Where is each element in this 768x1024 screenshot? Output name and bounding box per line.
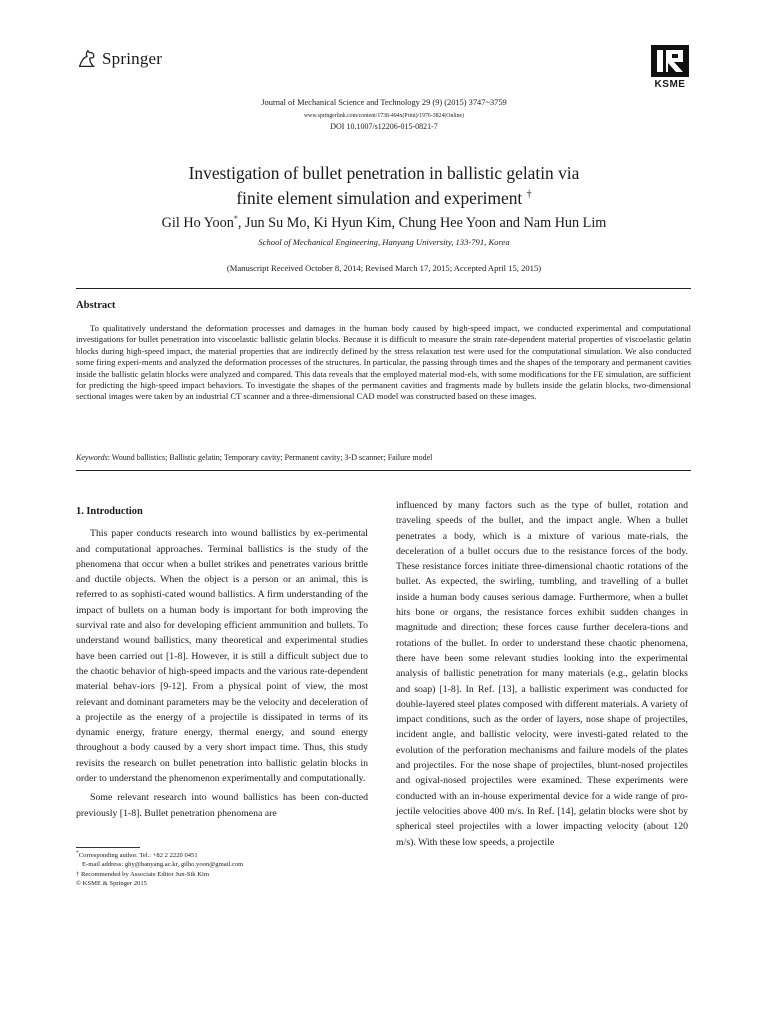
footnote-email[interactable]: E-mail address: ghy@hanyang.ac.kr, gilho.yoon@gmail.com [82,861,244,869]
ksme-label: KSME [654,79,686,90]
paragraph: Some relevant research into wound ballistics has been con-ducted previously [1-8]. Bullet penetration phenomena are [76,792,368,819]
footnote-mark: † [76,870,80,878]
publisher-logo [76,48,162,70]
paper-title [0,162,768,209]
paragraph: influenced by many factors such as the type of bullet, rotation and traveling speeds of the bullet, and the impact angle. When a bullet penetrates a body, which is a mixture of various mate-rials, the deceleration of a bullet occurs due to the resistance forces of the body. These resistance forces initiate three-dimensional chaotic rotations of the bullet. As expected, the swirling, tumbling, and travelling of a bullet inside a human body causes serious damage. Furthermore, when a bullet hits bone or organs, the resistance forces exhibit sudden changes in magnitude and direction; these forces cause further decelera-tions and rotations of the bullet. In order to understand these chaotic phenomena, there have been some relevant studies looking into the experimental analysis of ballistic penetration for many materials (e.g., gelatin blocks and soap) [1-8]. In Ref. [13], a ballistic experiment was conducted for double-layered steel plates composed with different materials. A variety of impact conditions, such as the order of layers, nose shape of projectiles, incident angle, and ballistic velocity, were investi-gated related to the evolution of the perforation mechanisms and failure models of the plates and projectiles. For the nose shape of projectiles, blunt-nosed projectiles and ogival-nosed projectiles were examined. These experiments were conducted with an in-house experimental device for a wide range of pro-jectile velocities above 400 m/s. In Ref. [14], gelatin blocks were shot by spherical steel projectiles with a lower impacting velocity (about 120 m/s). With these low speeds, a projectile [396,500,688,848]
footnote-recommended: Recommended by Associate Editor Jun-Sik Kim [79,870,209,878]
affiliation: School of Mechanical Engineering, Hanyang University, 133-791, Korea [258,237,510,247]
footnote-copyright: © KSME & Springer 2015 [76,879,147,887]
footnote-corresponding: Corresponding author. Tel.: +82 2 2220 0451 [78,852,198,860]
keywords-list: : Wound ballistics; Ballistic gelatin; Temporary cavity; Permanent cavity; 3-D scanner; Failure model [107,453,433,462]
publisher-name: Springer [102,49,163,68]
footnotes [76,849,243,888]
divider-top [76,288,691,289]
authors [0,214,768,232]
doi[interactable]: DOI 10.1007/s12206-015-0821-7 [330,122,438,131]
author-first: Gil Ho Yoon [161,215,234,231]
title-footnote-mark: † [526,189,532,200]
ksme-emblem-icon [650,44,690,78]
keywords [76,453,432,462]
abstract-text: To qualitatively understand the deformation processes and damages in the human body caused by high-speed impact, we conducted experimental and computational investigations for bullet penetration into viscoelastic ballistic gelatin blocks. Because it is difficult to measure the strain rate-dependent material properties of viscoelastic gelatin blocks during high-speed impact, the material properties that are indirectly defined by the stress relaxation test were used for the computational simulation. We also conducted some firing experi-ments and analyzed the deformation processes of the structures. In particular, the passing through times and the shapes of the temporary and permanent cavities inside the ballistic gelatin blocks were analyzed and compared. This data reveals that the employed material mod-els, with some modifications for the FE simulation, are sufficient for predicting the high-speed impact behaviors. To investigate the shapes of the permanent cavities and fragments made by bullets inside the gelatin blocks, two-dimensional sectional images were taken by an industrial CT scanner and a three-dimensional CAD model was constructed based on these images. [76,323,691,402]
body-column-left [76,504,368,821]
corresponding-mark: * [233,214,238,223]
springer-horse-icon [76,48,98,70]
divider-bottom [76,470,691,471]
title-line-2: finite element simulation and experiment [236,188,523,208]
journal-citation: Journal of Mechanical Science and Technology 29 (9) (2015) 3747~3759 [261,98,507,107]
ksme-logo [650,44,690,90]
section-heading: 1. Introduction [76,506,143,517]
journal-weblink[interactable]: www.springerlink.com/content/1738-494x(Print)/1976-3824(Online) [304,113,464,119]
manuscript-dates: (Manuscript Received October 8, 2014; Revised March 17, 2015; Accepted April 15, 2015) [226,263,542,273]
abstract-heading: Abstract [76,300,116,311]
footnote-divider [76,847,140,848]
footnote-mark: * [76,850,79,856]
paragraph: This paper conducts research into wound ballistics by ex-perimental and computational approaches. Terminal ballistics is the study of the phenomena that occur when a bullet strikes and penetrates various brittle and ductile objects. When the object is a person or an animal, this is referred to as sophisti-cated wound ballistics. A firm understanding of the impact of bullets on a human body is important for both improving the survival rate and also for developing efficient ammunition and bullets. To understand wound ballistics, many theoretical and experimental studies have been carried out [1-8]. However, it is still a difficult subject due to the chaotic behavior of high-speed impacts and the various rate-dependent material behav-iors [9-12]. From a physical point of view, the most relevant and dominant parameters may be the velocity and deceleration of a projectile as the energy of a projectile is dissipated in terms of its dynamic energy, frature energy, thermal energy, and sound energy throughout a body caused by a very short impact time. Thus, this study revisits the research on bullet penetration into ballistic gelatin blocks in order to understand the phenomenon experimentally and computationally. [76,528,368,785]
title-line-1: Investigation of bullet penetration in ballistic gelatin via [188,163,580,183]
body-column-right [396,498,688,850]
keywords-label: Keywords [76,453,108,462]
authors-rest: , Jun Su Mo, Ki Hyun Kim, Chung Hee Yoon and Nam Hun Lim [237,215,607,231]
